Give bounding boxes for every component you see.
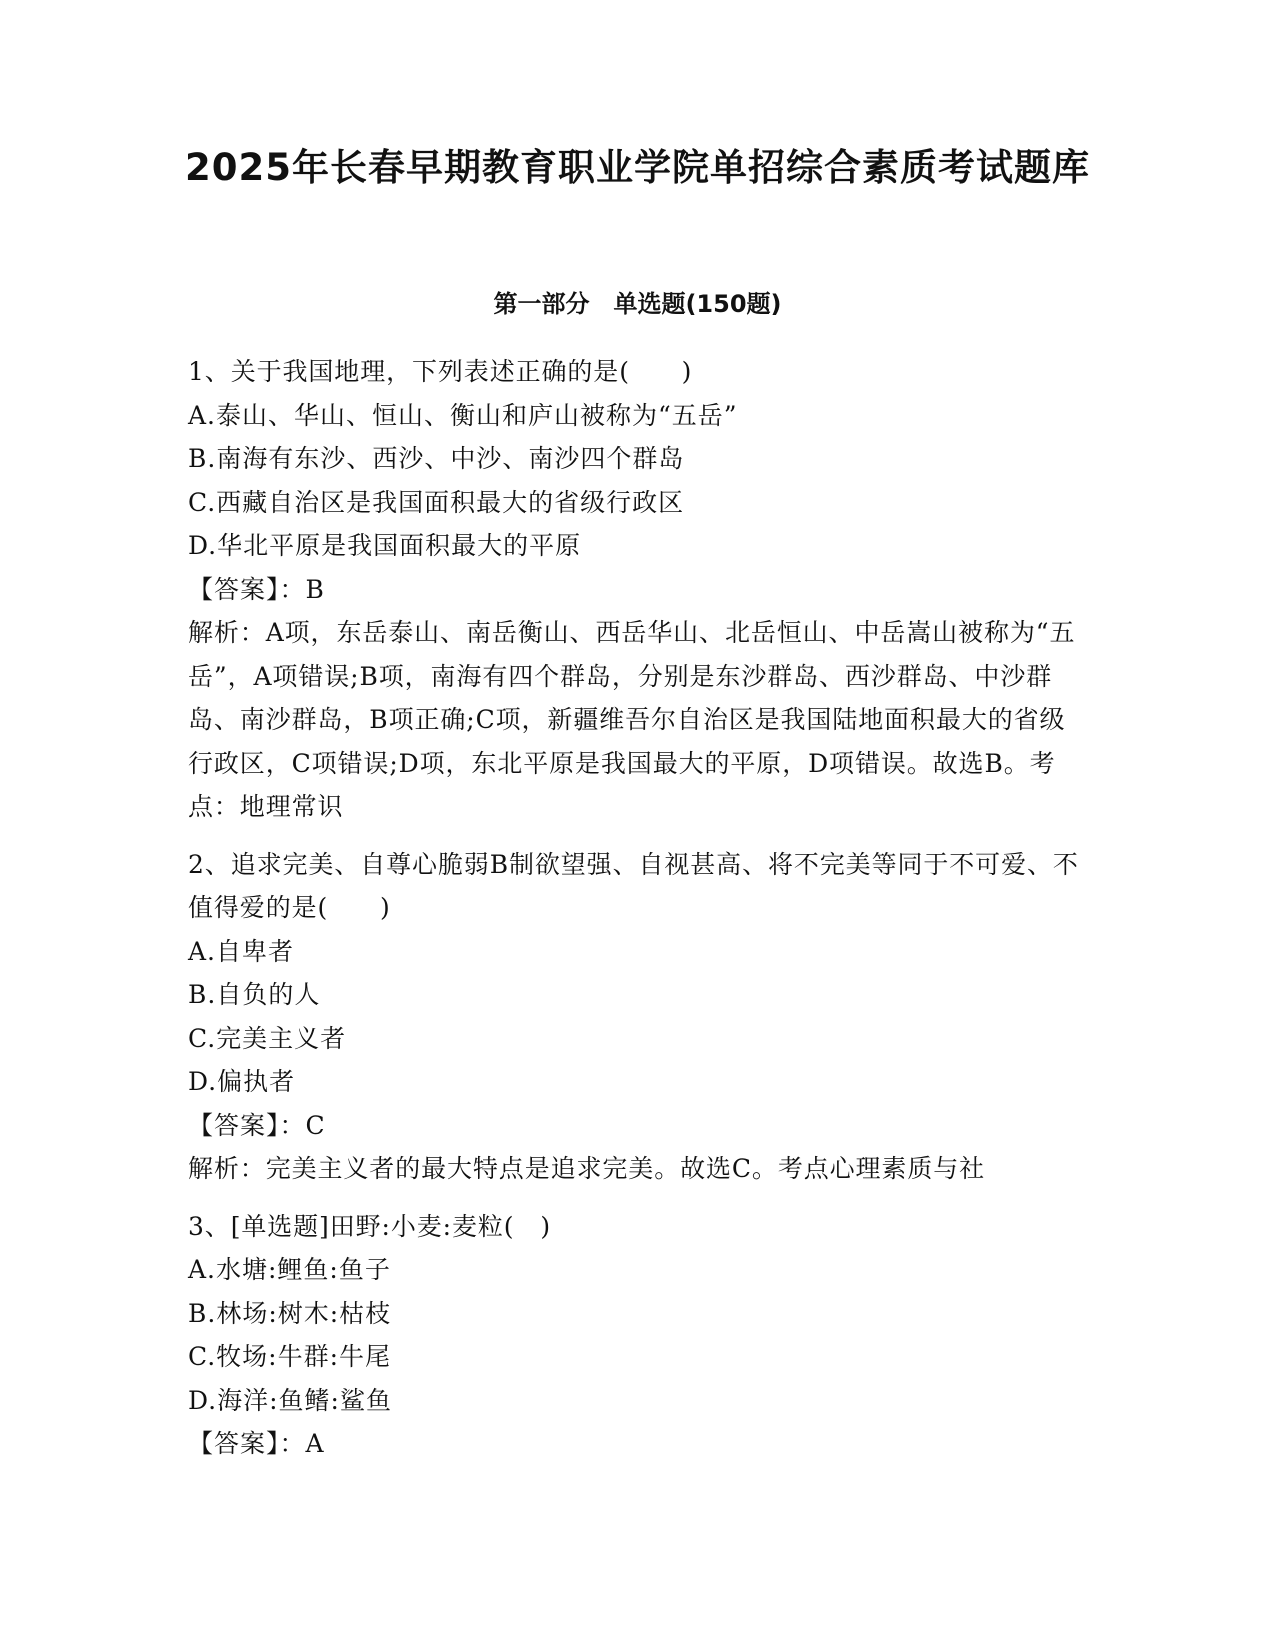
answer: 【答案】：C <box>188 1110 326 1140</box>
question-2 <box>188 843 1088 1191</box>
option-c: C.牧场:牛群:牛尾 <box>188 1342 392 1371</box>
analysis: 解析：完美主义者的最大特点是追求完美。故选C。考点心理素质与社 <box>188 1154 986 1183</box>
answer: 【答案】：B <box>188 574 325 604</box>
question-list <box>188 350 1088 1480</box>
question-3 <box>188 1205 1088 1466</box>
option-d: D.海洋:鱼鳍:鲨鱼 <box>188 1385 392 1415</box>
option-a: A.自卑者 <box>188 936 295 966</box>
section-title: 第一部分 单选题(150题) <box>493 290 782 318</box>
question-1 <box>188 350 1088 829</box>
option-a: A.水塘:鲤鱼:鱼子 <box>188 1255 391 1284</box>
option-c: C.西藏自治区是我国面积最大的省级行政区 <box>188 487 685 517</box>
option-c: C.完美主义者 <box>188 1023 347 1053</box>
document-title: 2025年长春早期教育职业学院单招综合素质考试题库 <box>185 146 1090 189</box>
option-b: B.南海有东沙、西沙、中沙、南沙四个群岛 <box>188 444 685 473</box>
answer: 【答案】：A <box>188 1429 325 1458</box>
option-b: B.自负的人 <box>188 980 321 1009</box>
question-stem: 3、[单选题]田野:小麦:麦粒( ) <box>188 1211 551 1241</box>
option-a: A.泰山、华山、恒山、衡山和庐山被称为“五岳” <box>188 400 738 430</box>
option-d: D.华北平原是我国面积最大的平原 <box>188 531 582 560</box>
option-d: D.偏执者 <box>188 1067 296 1096</box>
question-stem: 1、关于我国地理，下列表述正确的是( ) <box>188 357 693 386</box>
option-b: B.林场:树木:枯枝 <box>188 1298 392 1328</box>
question-stem: 2、追求完美、自尊心脆弱B制欲望强、自视甚高、将不完美等同于不可爱、不值得爱的是( ) <box>188 849 1079 922</box>
analysis: 解析：A项，东岳泰山、南岳衡山、西岳华山、北岳恒山、中岳嵩山被称为“五岳”，A项错误;B项，南海有四个群岛，分别是东沙群岛、西沙群岛、中沙群岛、南沙群岛，B项正确;C项，新疆维吾尔自治区是我国陆地面积最大的省级行政区，C项错误;D项，东北平原是我国最大的平原，D项错误。故选B。考点：地理常识 <box>188 618 1076 821</box>
